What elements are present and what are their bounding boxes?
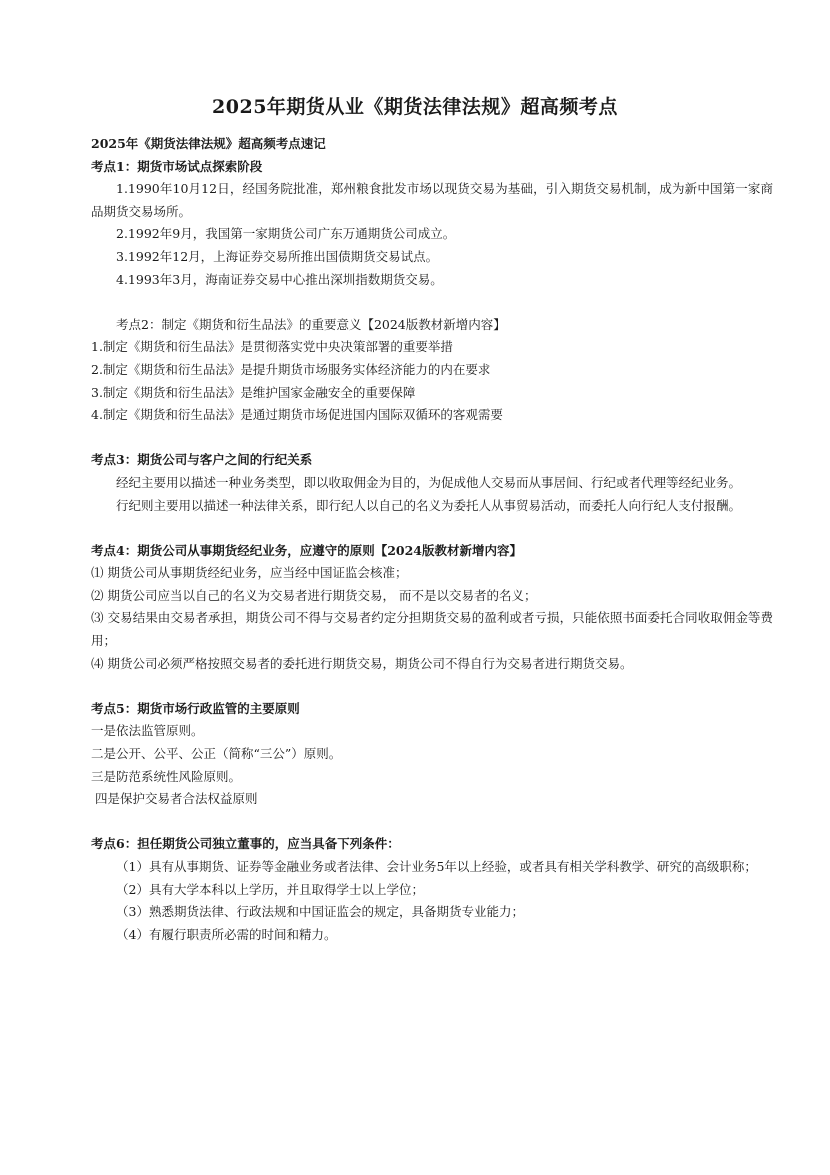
section-3-heading: 考点3：期货公司与客户之间的行纪关系 xyxy=(91,452,313,468)
section-4-item: ⑷ 期货公司必须严格按照交易者的委托进行期货交易，期货公司不得自行为交易者进行期货交易。 xyxy=(91,655,633,671)
section-4-heading: 考点4：期货公司从事期货经纪业务，应遵守的原则【2024版教材新增内容】 xyxy=(91,542,522,558)
section-5-item: 二是公开、公平、公正（简称“三公”）原则。 xyxy=(91,746,342,762)
section-4-item: ⑶ 交易结果由交易者承担，期货公司不得与交易者约定分担期货交易的盈利或者亏损，只能依照书面委托合同收取佣金等费用； xyxy=(91,610,773,649)
section-6-heading: 考点6：担任期货公司独立董事的，应当具备下列条件： xyxy=(91,836,400,852)
page-title: 2025年期货从业《期货法律法规》超高频考点 xyxy=(212,96,618,118)
document-subtitle: 2025年《期货法律法规》超高频考点速记 xyxy=(91,136,326,151)
section-2-item: 3.制定《期货和衍生品法》是维护国家金融安全的重要保障 xyxy=(91,384,416,400)
section-1-heading: 考点1：期货市场试点探索阶段 xyxy=(91,158,263,174)
section-3-paragraph: 行纪则主要用以描述一种法律关系，即行纪人以自己的名义为委托人从事贸易活动，而委托人向行纪人支付报酬。 xyxy=(116,497,742,513)
section-2-item: 2.制定《期货和衍生品法》是提升期货市场服务实体经济能力的内在要求 xyxy=(91,361,491,377)
spacer xyxy=(91,291,773,314)
spacer xyxy=(91,675,773,698)
spacer xyxy=(91,811,773,834)
section-2-item: 1.制定《期货和衍生品法》是贯彻落实党中央决策部署的重要举措 xyxy=(91,339,453,355)
section-2-heading: 考点2：制定《期货和衍生品法》的重要意义【2024版教材新增内容】 xyxy=(116,316,506,332)
section-5-heading: 考点5：期货市场行政监管的主要原则 xyxy=(91,700,300,716)
document-body xyxy=(91,133,773,946)
section-2-item: 4.制定《期货和衍生品法》是通过期货市场促进国内国际双循环的客观需要 xyxy=(91,407,503,423)
section-1-item: 2.1992年9月，我国第一家期货公司广东万通期货公司成立。 xyxy=(116,226,456,242)
spacer xyxy=(91,517,773,540)
section-6-item: （4）有履行职责所必需的时间和精力。 xyxy=(116,926,337,942)
section-1-item: 3.1992年12月，上海证券交易所推出国债期货交易试点。 xyxy=(116,248,439,264)
spacer xyxy=(91,427,773,450)
section-6-item: （2）具有大学本科以上学历，并且取得学士以上学位； xyxy=(116,881,424,897)
section-3-paragraph: 经纪主要用以描述一种业务类型，即以收取佣金为目的，为促成他人交易而从事居间、行纪或者代理等经纪业务。 xyxy=(116,474,742,490)
section-5-item: 四是保护交易者合法权益原则 xyxy=(91,791,258,807)
section-6-item: （1）具有从事期货、证券等金融业务或者法律、会计业务5年以上经验，或者具有相关学科教学、研究的高级职称； xyxy=(116,859,757,874)
section-4-item: ⑵ 期货公司应当以自己的名义为交易者进行期货交易， 而不是以交易者的名义； xyxy=(91,587,537,603)
section-4-item: ⑴ 期货公司从事期货经纪业务，应当经中国证监会核准； xyxy=(91,565,408,581)
section-6-item: （3）熟悉期货法律、行政法规和中国证监会的规定，具备期货专业能力； xyxy=(116,904,524,920)
section-5-item: 一是依法监管原则。 xyxy=(91,723,204,739)
section-1-item: 1.1990年10月12日，经国务院批准，郑州粮食批发市场以现货交易为基础，引入期货交易机制，成为新中国第一家商品期货交易场所。 xyxy=(91,181,773,219)
section-1-item: 4.1993年3月，海南证券交易中心推出深圳指数期货交易。 xyxy=(116,271,443,287)
section-5-item: 三是防范系统性风险原则。 xyxy=(91,768,242,784)
